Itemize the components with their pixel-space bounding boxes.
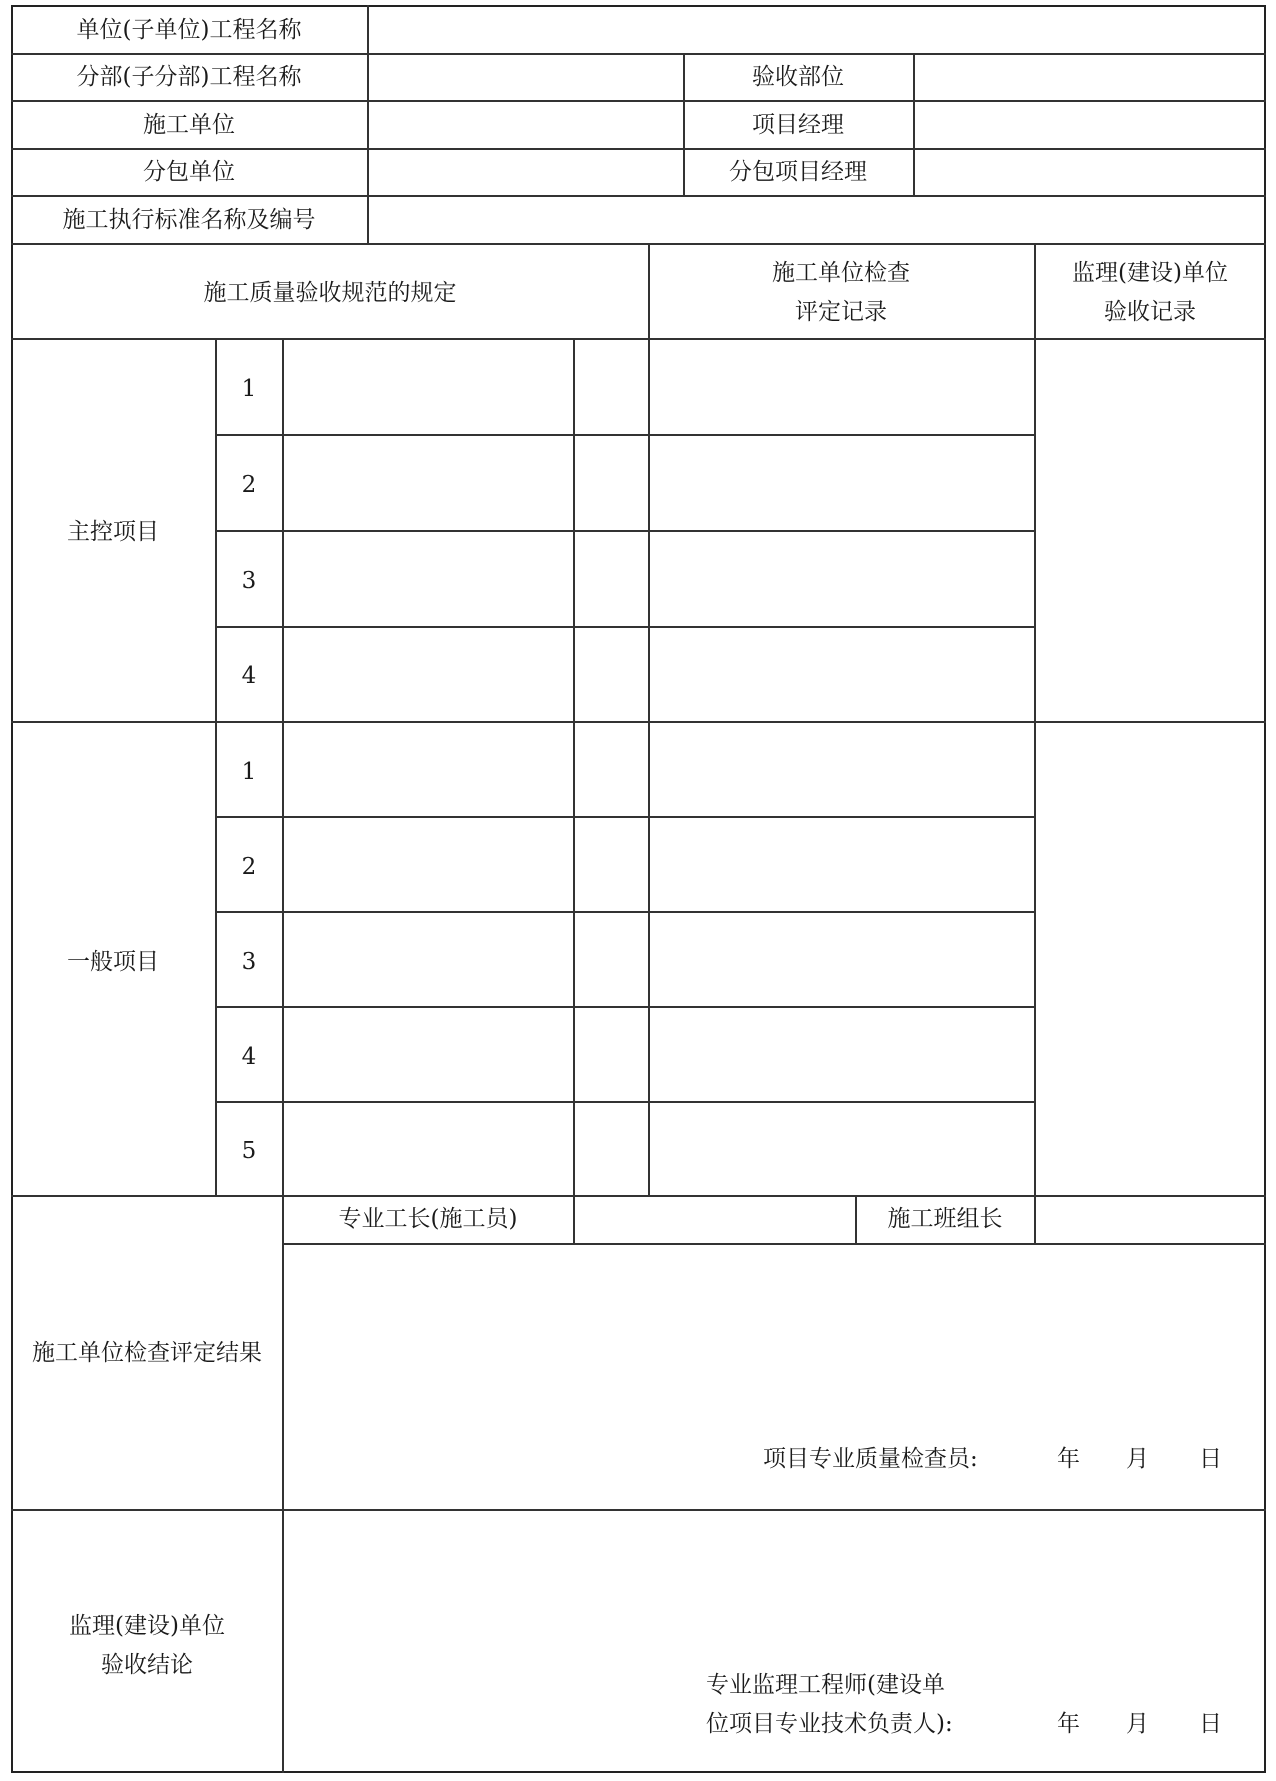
general-item-number: 4	[241, 1044, 257, 1070]
main-items-supervisor-record-field[interactable]	[1036, 340, 1264, 721]
contractor-record-header-line2: 评定记录	[795, 299, 887, 325]
subcontract-project-manager-field[interactable]	[915, 150, 1264, 195]
divider	[855, 1195, 857, 1243]
unit-project-name-field[interactable]	[369, 7, 1264, 53]
general-item-number: 2	[241, 854, 257, 880]
subdivision-project-name-label: 分部(子分部)工程名称	[76, 64, 302, 90]
general-items-supervisor-record-field[interactable]	[1036, 723, 1264, 1195]
subcontract-project-manager-label: 分包项目经理	[729, 159, 867, 185]
team-leader-label: 施工班组长	[887, 1206, 1003, 1232]
divider	[683, 53, 685, 195]
construction-unit-label: 施工单位	[143, 112, 235, 138]
supervisor-conclusion-day: 日	[1199, 1711, 1222, 1737]
general-item-spec-field[interactable]	[284, 1008, 573, 1101]
subcontract-unit-label: 分包单位	[143, 159, 235, 185]
divider	[215, 338, 217, 1195]
divider	[11, 243, 1266, 245]
general-item-contractor-record-field[interactable]	[650, 1008, 1034, 1101]
general-item-spec-field[interactable]	[284, 723, 573, 816]
execution-standard-field[interactable]	[369, 197, 1264, 243]
main-item-number: 3	[241, 568, 257, 594]
contractor-result-field[interactable]	[284, 1245, 1264, 1455]
supervisor-conclusion-label-line1: 监理(建设)单位	[69, 1613, 225, 1639]
supervisor-record-header-line2: 验收记录	[1104, 299, 1196, 325]
general-item-contractor-record-field[interactable]	[650, 818, 1034, 911]
general-items-label: 一般项目	[67, 949, 159, 975]
main-item-number: 2	[241, 472, 257, 498]
divider	[573, 338, 575, 1195]
main-item-number: 1	[241, 376, 257, 402]
supervisor-record-header-line1: 监理(建设)单位	[1072, 260, 1228, 286]
quality-inspector-signature-field[interactable]	[995, 1440, 1035, 1474]
main-item-contractor-record-field[interactable]	[650, 436, 1034, 530]
execution-standard-label: 施工执行标准名称及编号	[62, 207, 316, 233]
foreman-label: 专业工长(施工员)	[338, 1206, 518, 1232]
main-item-contractor-record-field[interactable]	[650, 532, 1034, 626]
general-item-contractor-record-field[interactable]	[650, 1103, 1034, 1195]
main-item-spec-field[interactable]	[284, 340, 573, 434]
general-item-spec-field[interactable]	[284, 818, 573, 911]
main-item-spec-field[interactable]	[284, 532, 573, 626]
unit-project-name-label: 单位(子单位)工程名称	[76, 17, 302, 43]
general-item-spec-field[interactable]	[284, 913, 573, 1006]
project-manager-label: 项目经理	[752, 112, 844, 138]
spec-requirements-header: 施工质量验收规范的规定	[203, 280, 457, 306]
supervisor-conclusion-label-line2: 验收结论	[101, 1652, 193, 1678]
team-leader-field[interactable]	[1036, 1197, 1264, 1243]
foreman-field[interactable]	[575, 1197, 855, 1243]
acceptance-part-field[interactable]	[915, 55, 1264, 100]
construction-unit-field[interactable]	[369, 102, 683, 148]
subcontract-unit-field[interactable]	[369, 150, 683, 195]
main-item-spec-field[interactable]	[284, 628, 573, 721]
contractor-result-year: 年	[1057, 1446, 1080, 1472]
acceptance-part-label: 验收部位	[752, 64, 844, 90]
contractor-result-label: 施工单位检查评定结果	[32, 1340, 262, 1366]
general-item-number: 3	[241, 949, 257, 975]
supervising-engineer-label-line2: 位项目专业技术负责人):	[706, 1711, 953, 1737]
supervisor-conclusion-year: 年	[1057, 1711, 1080, 1737]
general-item-contractor-record-field[interactable]	[650, 913, 1034, 1006]
supervisor-conclusion-month: 月	[1126, 1711, 1149, 1737]
supervising-engineer-label-line1: 专业监理工程师(建设单	[706, 1672, 945, 1698]
contractor-result-month: 月	[1126, 1446, 1149, 1472]
supervisor-conclusion-field[interactable]	[284, 1511, 1264, 1671]
main-item-number: 4	[241, 663, 257, 689]
project-manager-field[interactable]	[915, 102, 1264, 148]
supervising-engineer-signature-field[interactable]	[995, 1705, 1035, 1739]
subdivision-project-name-field[interactable]	[369, 55, 683, 100]
main-items-label: 主控项目	[67, 519, 159, 545]
main-item-contractor-record-field[interactable]	[650, 628, 1034, 721]
contractor-record-header-line1: 施工单位检查	[772, 260, 910, 286]
general-item-number: 1	[241, 759, 257, 785]
contractor-result-day: 日	[1199, 1446, 1222, 1472]
main-item-contractor-record-field[interactable]	[650, 340, 1034, 434]
quality-inspector-label: 项目专业质量检查员:	[763, 1446, 978, 1472]
general-item-contractor-record-field[interactable]	[650, 723, 1034, 816]
main-item-spec-field[interactable]	[284, 436, 573, 530]
general-item-number: 5	[241, 1138, 257, 1164]
general-item-spec-field[interactable]	[284, 1103, 573, 1195]
